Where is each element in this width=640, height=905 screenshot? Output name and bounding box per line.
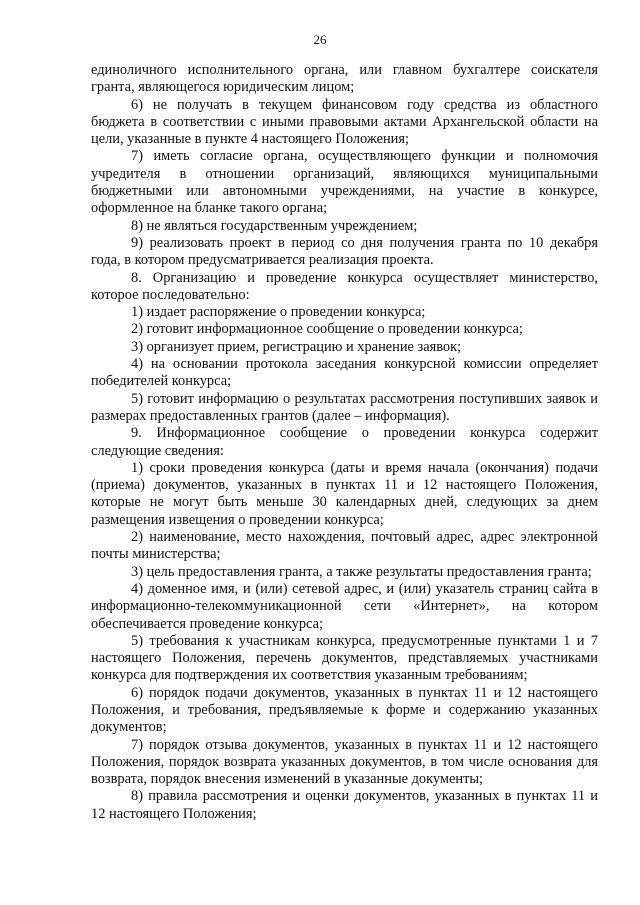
paragraph-section-9-item-3: 3) цель предоставления гранта, а также результаты предоставления гранта;: [131, 563, 592, 580]
paragraph-section-9-item-5: 5) требования к участникам конкурса, предусмотренные пунктами 1 и 7 настоящего Положения, перечень документов, представляемых участниками конкурса для подтверждения их соответствия указанным требованиям;: [91, 632, 598, 684]
paragraph-item-9: 9) реализовать проект в период со дня получения гранта по 10 декабря года, в котором предусматривается реализация проекта.: [91, 234, 598, 269]
paragraph-item-7: 7) иметь согласие органа, осуществляющего функции и полномочия учредителя в отношении организаций, являющихся муниципальными бюджетными или автономными учреждениями, на участие в конкурсе, оформленное на бланке такого органа;: [91, 148, 598, 217]
paragraph-section-9-item-4: 4) доменное имя, и (или) сетевой адрес, и (или) указатель страниц сайта в информационно-телекоммуникационной сети «Интернет», на котором обеспечивается проведение конкурса;: [91, 580, 598, 632]
paragraph-section-9: 9. Информационное сообщение о проведении конкурса содержит следующие сведения:: [91, 425, 598, 459]
document-body: [91, 62, 598, 823]
paragraph-section-9-item-8: 8) правила рассмотрения и оценки документов, указанных в пунктах 11 и 12 настоящего Положения;: [91, 788, 598, 822]
page-number: 26: [313, 32, 327, 47]
paragraph-section-9-item-2: 2) наименование, место нахождения, почтовый адрес, адрес электронной почты министерства;: [91, 529, 598, 563]
paragraph-section-8-item-1: 1) издает распоряжение о проведении конкурса;: [131, 304, 426, 321]
paragraph-section-9-item-7: 7) порядок отзыва документов, указанных в пунктах 11 и 12 настоящего Положения, порядок возврата указанных документов, в том числе основания для возврата, порядок внесения изменений в указанные документы;: [91, 736, 598, 788]
paragraph-section-8-item-3: 3) организует прием, регистрацию и хранение заявок;: [131, 338, 462, 355]
paragraph-continuation: единоличного исполнительного органа, или главном бухгалтере соискателя гранта, являющегося юридическим лицом;: [91, 62, 598, 96]
paragraph-section-8: 8. Организацию и проведение конкурса осуществляет министерство, которое последовательно:: [91, 269, 598, 303]
paragraph-section-8-item-5: 5) готовит информацию о результатах рассмотрения поступивших заявок и размерах предоставленных грантов (далее – информация).: [91, 390, 598, 424]
paragraph-section-9-item-6: 6) порядок подачи документов, указанных в пунктах 11 и 12 настоящего Положения, и требования, предъявляемые к форме и содержанию указанных документов;: [91, 684, 598, 736]
paragraph-section-8-item-2: 2) готовит информационное сообщение о проведении конкурса;: [131, 321, 523, 338]
paragraph-item-6: 6) не получать в текущем финансовом году средства из областного бюджета в соответствии с иными правовыми актами Архангельской области на цели, указанные в пункте 4 настоящего Положения;: [91, 96, 598, 148]
paragraph-section-8-item-4: 4) на основании протокола заседания конкурсной комиссии определяет победителей конкурса;: [91, 356, 598, 390]
paragraph-section-9-item-1: 1) сроки проведения конкурса (даты и время начала (окончания) подачи (приема) документов, указанных в пунктах 11 и 12 настоящего Положения, которые не могут быть меньше 30 календарных дней, следующих за днем размещения извещения о проведении конкурса;: [91, 459, 598, 528]
paragraph-item-8: 8) не являться государственным учреждением;: [131, 217, 418, 234]
